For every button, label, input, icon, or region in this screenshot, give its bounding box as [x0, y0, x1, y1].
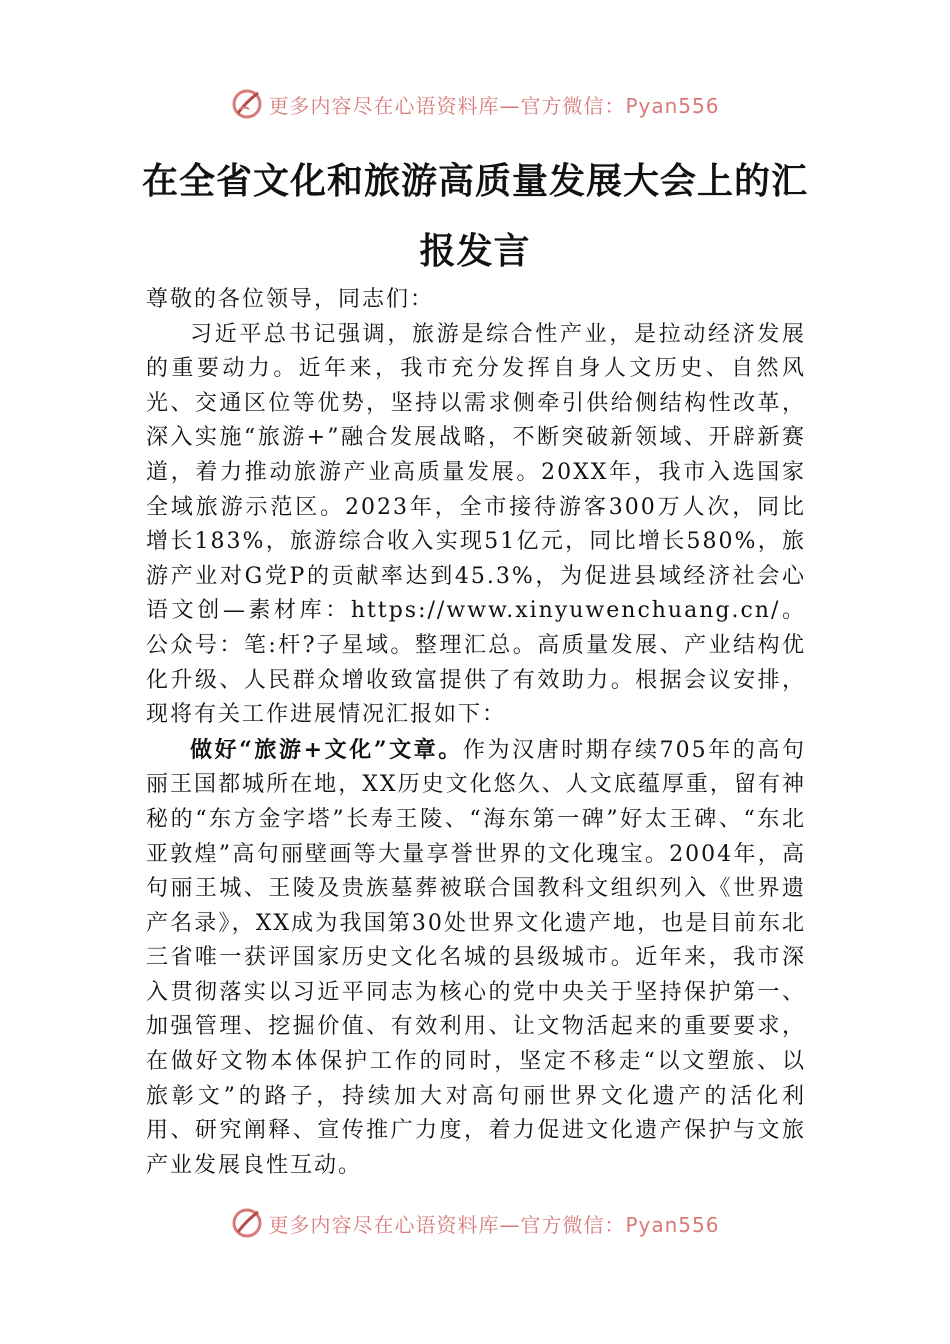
- intro-text-1: 习近平总书记强调，旅游是综合性产业，是拉动经济发展的重要动力。近年来，我市充分发挥自身人文历史、自然风光、交通区位等优势，坚持以需求侧牵引供给侧结构性改革，深入实施“旅游+”融合发展战略，不断突破新领域、开辟新赛道，着力推动旅游产业高质量发展。20XX年，我市入选国家全域旅游示范区。2023年，全市接待游客300万人次，同比增长183%，旅游综合收入实现51亿元，同比增长580%，旅游产业对G党P的贡献率达到45.3%，为促进县域经济社会心语文创—素材库：: [146, 321, 806, 624]
- footer-watermark: [0, 1205, 950, 1241]
- document-body: [146, 283, 806, 1183]
- watermark-text: 更多内容尽在心语资料库—官方微信：Pyan556: [268, 93, 720, 118]
- brush-logo-icon: [230, 87, 264, 121]
- header-watermark: [0, 84, 950, 124]
- paragraph-tourism-culture: [146, 733, 806, 1184]
- brush-logo-icon: [230, 1206, 264, 1240]
- section-lead: 做好“旅游+文化”文章。: [190, 736, 463, 763]
- intro-text-2: 。公众号：笔:杆?子星域。整理汇总。高质量发展、产业结构优化升级、人民群众增收致富提供了有效助力。根据会议安排，现将有关工作进展情况汇报如下：: [146, 598, 806, 728]
- section-text: 作为汉唐时期存续705年的高句丽王国都城所在地，XX历史文化悠久、人文底蕴厚重，留有神秘的“东方金字塔”长寿王陵、“海东第一碑”好太王碑、“东北亚敦煌”高句丽壁画等大量享誉世界的文化瑰宝。2004年，高句丽王城、王陵及贵族墓葬被联合国教科文组织列入《世界遗产名录》，XX成为我国第30处世界文化遗产地，也是目前东北三省唯一获评国家历史文化名城的县级城市。近年来，我市深入贯彻落实以习近平同志为核心的党中央关于坚持保护第一、加强管理、挖掘价值、有效利用、让文物活起来的重要要求，在做好文物本体保护工作的同时，坚定不移走“以文塑旅、以旅彰文”的路子，持续加大对高句丽世界文化遗产的活化利用、研究阐释、宣传推广力度，着力促进文化遗产保护与文旅产业发展良性互动。: [146, 737, 806, 1178]
- document-title: 在全省文化和旅游高质量发展大会上的汇报发言: [141, 160, 808, 272]
- website-link: https://www.xinyuwenchuang.cn/: [350, 598, 781, 624]
- salutation: 尊敬的各位领导，同志们：: [146, 287, 435, 312]
- paragraph-intro: [146, 318, 806, 733]
- watermark-text: 更多内容尽在心语资料库—官方微信：Pyan556: [268, 1212, 720, 1237]
